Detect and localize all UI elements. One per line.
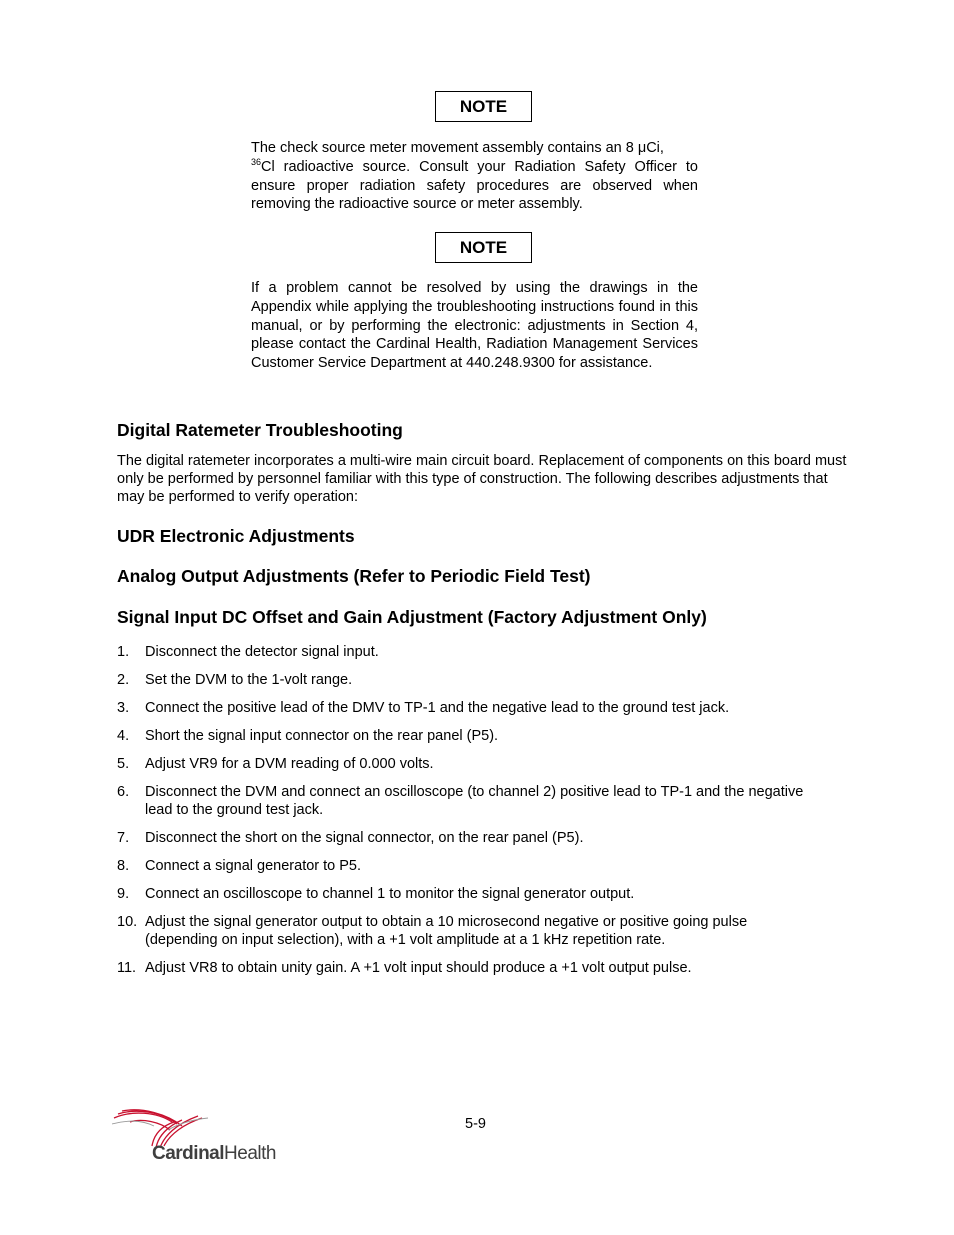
list-item [117,857,817,875]
note-label-1: NOTE [435,91,532,122]
list-item [117,699,817,717]
list-item [117,727,817,745]
step-text: Set the DVM to the 1-volt range. [145,672,353,688]
logo-light: Health [224,1143,276,1164]
step-number: 7. [117,830,130,846]
step-number: 6. [117,784,130,800]
step-text: Disconnect the short on the signal connector, on the rear panel (P5). [145,830,584,846]
list-item [117,671,817,689]
note-label-2: NOTE [435,232,532,263]
step-number: 2. [117,672,130,688]
step-text: Connect an oscilloscope to channel 1 to monitor the signal generator output. [145,886,635,902]
note-text-1-b: Cl radioactive source. Consult your Radiation Safety Officer to ensure proper radiation safety procedures are observed when removing the radioactive source or meter assembly. [251,158,698,213]
step-text: Connect the positive lead of the DMV to TP-1 and the negative lead to the ground test jack. [145,700,730,716]
step-number: 10. [117,914,138,930]
step-text: Disconnect the detector signal input. [145,644,379,660]
list-item [117,643,817,661]
heading-digital-ratemeter: Digital Ratemeter Troubleshooting [117,420,403,440]
heading-udr-adjustments: UDR Electronic Adjustments [117,526,355,546]
note-text-1 [251,139,698,214]
step-number: 3. [117,700,130,716]
step-text: Adjust VR8 to obtain unity gain. A +1 volt input should produce a +1 volt output pulse. [145,960,692,976]
list-item [117,829,817,847]
step-number: 11. [117,960,137,976]
step-text: Adjust VR9 for a DVM reading of 0.000 volts. [145,756,434,772]
cardinal-health-logo [112,1108,276,1164]
heading-signal-input: Signal Input DC Offset and Gain Adjustment (Factory Adjustment Only) [117,607,707,627]
step-number: 5. [117,756,130,772]
list-item [117,783,817,819]
step-text: Connect a signal generator to P5. [145,858,362,874]
step-number: 1. [117,644,130,660]
note-text-1-a: The check source meter movement assembly contains an 8 μCi, [251,140,664,156]
note-text-2: If a problem cannot be resolved by using the drawings in the Appendix while applying the troubleshooting instructions found in this manual, or by performing the electronic: adjustments in Section 4, please contact the Cardinal Health, Radiation Management Services Customer Service Department at 440.248.9300 for assistance. [251,280,698,372]
step-number: 9. [117,886,130,902]
list-item [117,959,817,977]
logo-bold: Cardinal [152,1143,225,1164]
step-text: Adjust the signal generator output to obtain a 10 microsecond negative or positive going pulse (depending on input selection), with a +1 volt amplitude at a 1 kHz repetition rate. [145,914,748,948]
list-item [117,885,817,903]
list-item [117,913,817,949]
step-number: 4. [117,728,130,744]
step-number: 8. [117,858,130,874]
heading-analog-output: Analog Output Adjustments (Refer to Periodic Field Test) [117,566,591,586]
page-number: 5-9 [465,1116,486,1132]
step-text: Short the signal input connector on the rear panel (P5). [145,728,499,744]
logo-wordmark [152,1143,276,1165]
steps-list [117,643,817,987]
step-text: Disconnect the DVM and connect an oscilloscope (to channel 2) positive lead to TP-1 and the negative lead to the ground test jack. [145,784,804,818]
paragraph-digital-ratemeter: The digital ratemeter incorporates a multi-wire main circuit board. Replacement of components on this board must only be performed by personnel familiar with this type of construction. The following describes adjustments that may be performed to verify operation: [117,453,847,505]
list-item [117,755,817,773]
isotope-superscript: 36 [251,156,262,167]
